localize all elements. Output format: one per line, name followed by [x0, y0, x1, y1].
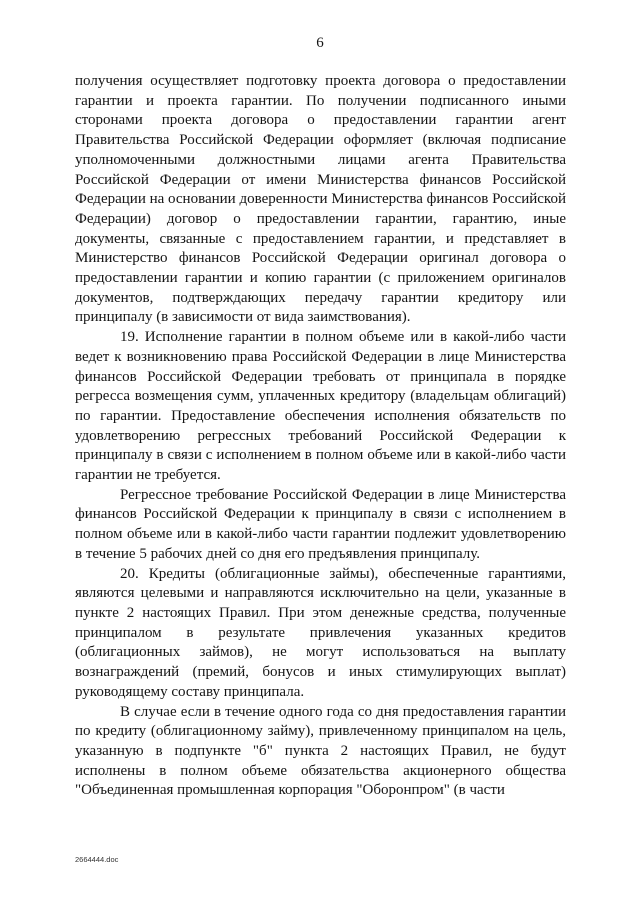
paragraph-continuation: получения осуществляет подготовку проекта договора о предоставлении гарантии и проекта гарантии. По получении подписанного иными сторонами проекта договора о предоставлении гарантии агент Правительства Российской Федерации оформляет (включая подписание уполномоченными должностными лицами агента Правительства Российской Федерации от имени Министерства финансов Российской Федерации на основании доверенности Министерства финансов Российской Федерации) договор о предоставлении гарантии, гарантию, иные документы, связанные с предоставлением гарантии, и представляет в Министерство финансов Российской Федерации оригинал договора о предоставлении гарантии и копию гарантии (с приложением оригиналов документов, подтверждающих передачу гарантии кредитору или принципалу (в зависимости от вида заимствования). — [75, 73, 566, 326]
paragraph-obligations: В случае если в течение одного года со дня предоставления гарантии по кредиту (облигационному займу), привлеченному принципалом на цель, указанную в подпункте "б" пункта 2 настоящих Правил, не будут исполнены в полном объеме обязательства акционерного общества "Объединенная промышленная корпорация "Оборонпром" (в части — [75, 703, 566, 799]
footer-filename: 2664444.doc — [75, 855, 119, 864]
paragraph-20: 20. Кредиты (облигационные займы), обеспеченные гарантиями, являются целевыми и направляются исключительно на цели, указанные в пункте 2 настоящих Правил. При этом денежные средства, полученные принципалом в результате привлечения указанных кредитов (облигационных займов), не могут использоваться на выплату вознаграждений (премий, бонусов и иных стимулирующих выплат) руководящему составу принципала. — [75, 565, 566, 700]
paragraph-19: 19. Исполнение гарантии в полном объеме или в какой-либо части ведет к возникновению права Российской Федерации в лице Министерства финансов Российской Федерации требовать от принципала в порядке регресса возмещения сумм, уплаченных кредитору (владельцам облигаций) по гарантии. Предоставление обеспечения исполнения обязательств по удовлетворению регрессных требований Российской Федерации к принципалу в связи с исполнением в полном объеме или в какой-либо части гарантии не требуется. — [75, 329, 566, 484]
page-number: 6 — [316, 35, 324, 51]
document-body — [75, 72, 566, 801]
paragraph-regress-claim: Регрессное требование Российской Федерации в лице Министерства финансов Российской Федерации к принципалу в связи с исполнением в полном объеме или в какой-либо части гарантии подлежит удовлетворению в течение 5 рабочих дней со дня его предъявления принципалу. — [75, 486, 566, 562]
